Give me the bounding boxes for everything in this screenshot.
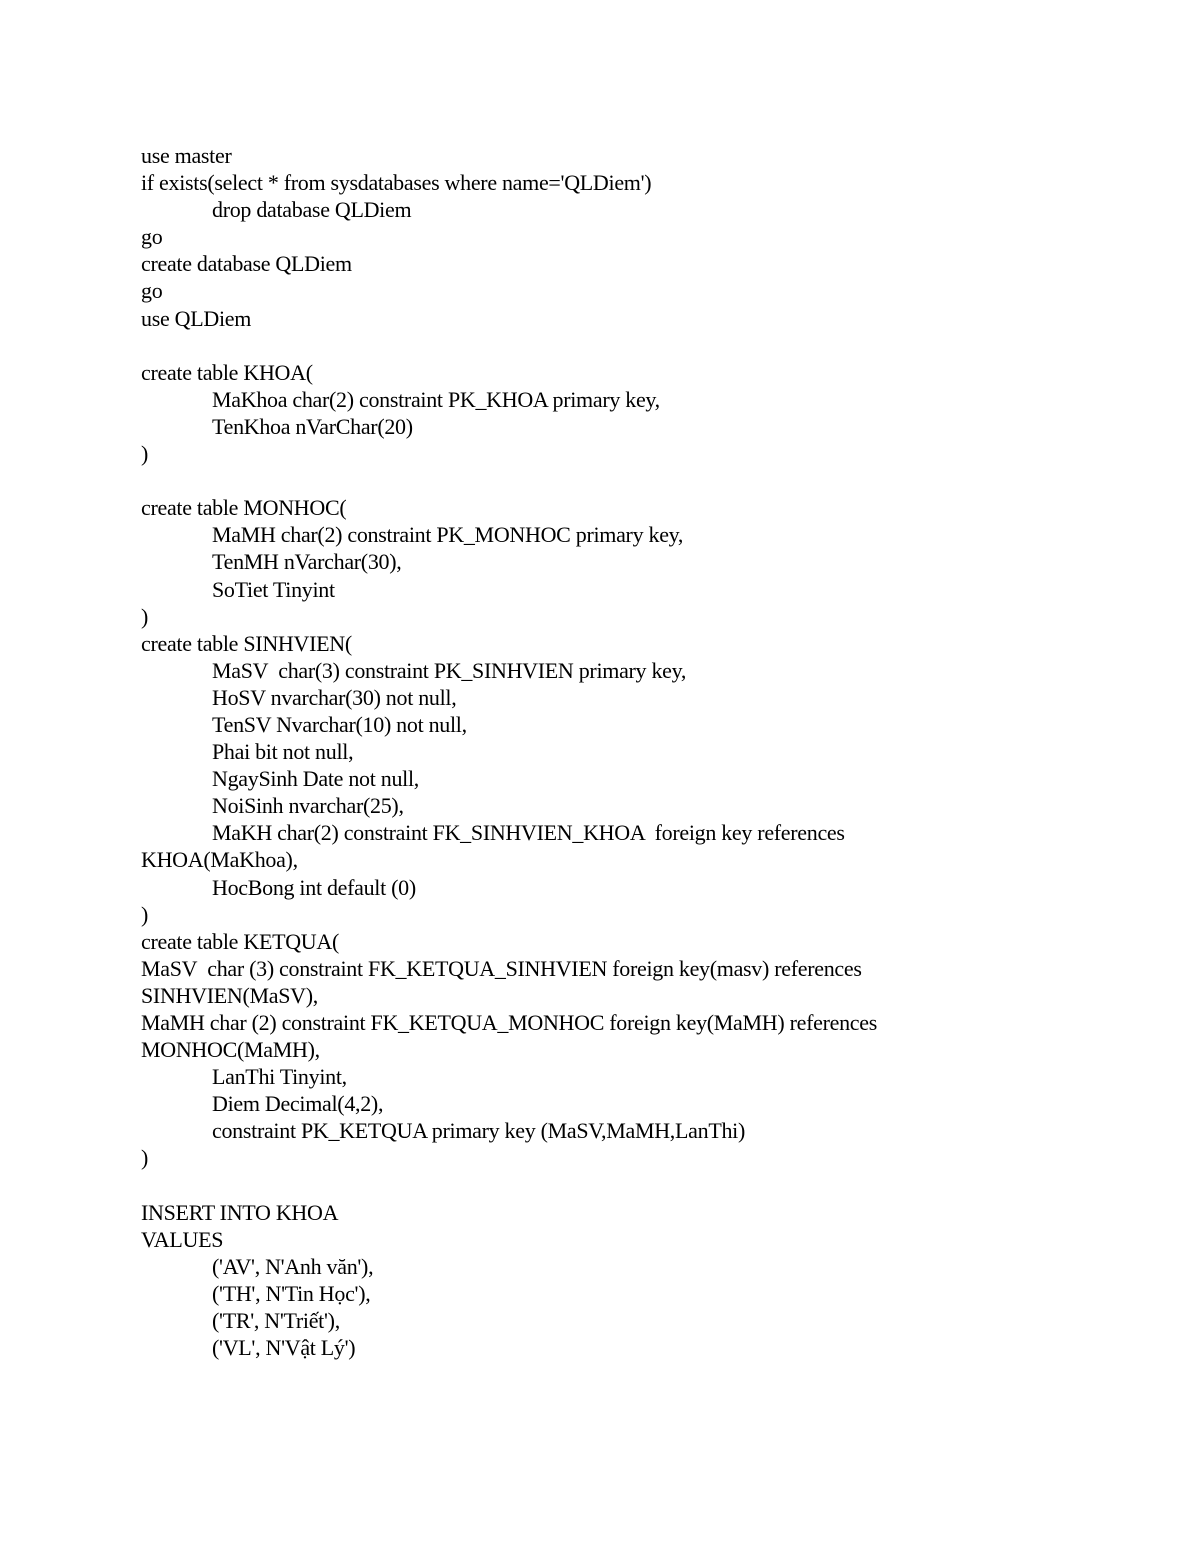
blank-line <box>141 332 1041 359</box>
code-line: VALUES <box>141 1226 224 1252</box>
code-line: ('VL', N'Vật Lý') <box>212 1335 356 1361</box>
code-line: constraint PK_KETQUA primary key (MaSV,MaMH,LanThi) <box>212 1118 745 1144</box>
code-line: MaSV char (3) constraint FK_KETQUA_SINHVIEN foreign key(masv) references <box>141 955 862 981</box>
code-line: go <box>141 278 163 304</box>
code-line: ) <box>141 603 149 629</box>
code-line: create table MONHOC( <box>141 495 347 521</box>
code-line: MaKH char(2) constraint FK_SINHVIEN_KHOA foreign key references <box>212 820 845 846</box>
code-line: ('AV', N'Anh văn'), <box>212 1253 374 1279</box>
code-line: MONHOC(MaMH), <box>141 1037 320 1063</box>
code-line: MaKhoa char(2) constraint PK_KHOA primary key, <box>212 386 660 412</box>
code-line: NoiSinh nvarchar(25), <box>212 793 404 819</box>
code-line: drop database QLDiem <box>212 197 412 223</box>
blank-line <box>141 1172 1041 1199</box>
code-line: MaMH char (2) constraint FK_KETQUA_MONHOC foreign key(MaMH) references <box>141 1010 877 1035</box>
code-line: ('TR', N'Triết'), <box>212 1308 340 1334</box>
code-line: HoSV nvarchar(30) not null, <box>212 684 457 710</box>
code-line: LanThi Tinyint, <box>212 1064 347 1090</box>
code-line: create table KETQUA( <box>141 928 340 954</box>
code-line: Diem Decimal(4,2), <box>212 1091 384 1117</box>
code-line: if exists(select * from sysdatabases where name='QLDiem') <box>141 170 652 196</box>
code-line: ) <box>141 441 149 467</box>
code-line: INSERT INTO KHOA <box>141 1199 339 1225</box>
blank-line <box>141 467 1041 494</box>
code-line: MaSV char(3) constraint PK_SINHVIEN primary key, <box>212 657 687 683</box>
code-line: go <box>141 224 163 250</box>
code-line: TenSV Nvarchar(10) not null, <box>212 711 467 737</box>
code-line: ) <box>141 1145 149 1171</box>
code-line: create table SINHVIEN( <box>141 630 352 656</box>
code-line: KHOA(MaKhoa), <box>141 847 298 873</box>
document-page <box>141 142 1041 1361</box>
code-line: create database QLDiem <box>141 251 352 277</box>
code-line: TenMH nVarchar(30), <box>212 549 402 575</box>
code-line: TenKhoa nVarChar(20) <box>212 413 413 439</box>
code-line: ('TH', N'Tin Học'), <box>212 1280 371 1306</box>
code-line: ) <box>141 901 149 927</box>
code-line: SoTiet Tinyint <box>212 576 335 602</box>
code-line: use QLDiem <box>141 305 252 331</box>
code-line: NgaySinh Date not null, <box>212 766 419 792</box>
code-line: MaMH char(2) constraint PK_MONHOC primary key, <box>212 522 684 548</box>
code-line: HocBong int default (0) <box>212 874 416 900</box>
code-line: Phai bit not null, <box>212 739 354 765</box>
code-line: SINHVIEN(MaSV), <box>141 982 318 1008</box>
code-line: use master <box>141 143 232 168</box>
code-line: create table KHOA( <box>141 359 313 385</box>
